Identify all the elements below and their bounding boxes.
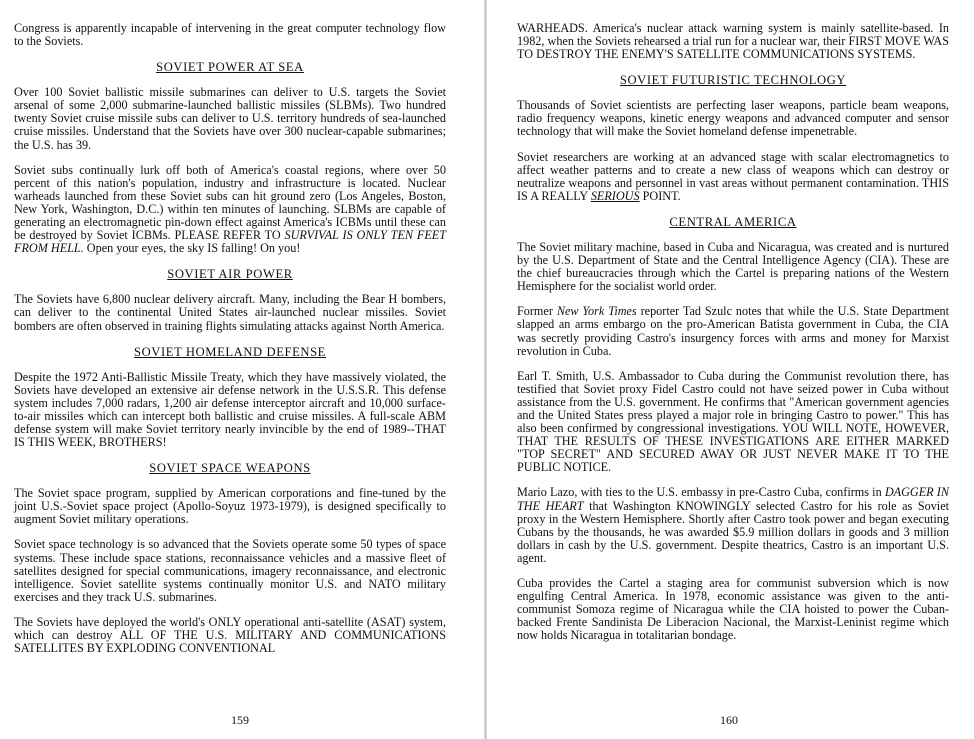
paragraph bbox=[14, 164, 446, 256]
paragraph: Thousands of Soviet scientists are perfecting laser weapons, particle beam weapons, radio frequency weapons, kinetic energy weapons and advanced computer and sensor technology that will make the Soviet homeland defense impenetrable. bbox=[517, 98, 949, 139]
paragraph bbox=[517, 486, 949, 565]
right-text-column bbox=[517, 22, 949, 654]
publication-title-italic: New York Times bbox=[556, 304, 637, 319]
section-heading-futuristic-technology: SOVIET FUTURISTIC TECHNOLOGY bbox=[619, 73, 847, 88]
book-title-italic: SURVIVAL IS ONLY TEN FEET FROM HELL. bbox=[14, 228, 446, 256]
text-run: that Washington KNOWINGLY selected Castro for his role as Soviet proxy in the Western Hemisphere. Shortly after Castro took power and began executing Cubans by the thousands, he was awarded $5.9 million dollars in goods and 3 million dollars in cash by the U.S. government. Despite theatrics, Castro is an important U.S. agent. bbox=[517, 498, 949, 565]
paragraph: Soviet space technology is so advanced that the Soviets operate some 50 types of space systems. These include space stations, reconnaissance vehicles and a massive fleet of satellites designed for special communications, imagery reconnaissance, and electronic intelligence. Soviet satellite systems continually monitor U.S. and NATO military exercises and they track U.S. submarines. bbox=[14, 537, 446, 604]
book-title-italic: DAGGER IN THE HEART bbox=[517, 485, 949, 513]
section-heading-air-power: SOVIET AIR POWER bbox=[167, 267, 293, 282]
text-run: reporter Tad Szulc notes that while the U.S. State Department slapped an arms embargo on the pro-American Batista government in Cuba, the CIA was secretly providing Castro's insurgency forces with arms and money for Marxist revolution in Cuba. bbox=[517, 304, 949, 358]
intro-paragraph: Congress is apparently incapable of intervening in the great computer technology flow to the Soviets. bbox=[14, 21, 446, 49]
right-page bbox=[487, 0, 974, 739]
section-heading-central-america: CENTRAL AMERICA bbox=[669, 214, 797, 229]
paragraph: Cuba provides the Cartel a staging area for communist subversion which is now engulfing Central America. In 1978, economic assistance was given to the anti-communist Somoza regime of Nicaragua while the CIA hoisted to power the Cuban-backed Frente Sandinista De Liberacion Nacional, the Marxist-Leninist regime which now holds Nicaragua in totalitarian bondage. bbox=[517, 576, 949, 643]
paragraph: The Soviet military machine, based in Cuba and Nicaragua, was created and is nurtured by the U.S. Department of State and the Central Intelligence Agency (CIA). These are the chief bureaucracies through which the Cartel is preparing nations of the Western Hemisphere for the socialist world order. bbox=[517, 239, 949, 294]
paragraph: Over 100 Soviet ballistic missile submarines can deliver to U.S. targets the Soviet arsenal of some 2,000 submarine-launched ballistic missiles (SLBMs). Two hundred twenty Soviet cruise missile subs can deliver to U.S. territory hundreds of sea-launched cruise missiles. Understand that the Soviets have over 300 nuclear-capable submarines; the U.S. has 39. bbox=[14, 85, 446, 152]
page-number-left: 159 bbox=[231, 713, 249, 727]
paragraph: The Soviet space program, supplied by American corporations and fine-tuned by the joint U.S.-Soviet space project (Apollo-Soyuz 1973-1979), is designed specifically to augment Soviet military operations. bbox=[14, 486, 446, 527]
left-text-column bbox=[14, 22, 446, 667]
text-run: Open your eyes, the sky IS falling! On you! bbox=[83, 241, 301, 256]
paragraph: The Soviets have 6,800 nuclear delivery aircraft. Many, including the Bear H bombers, can deliver to the continental United States air-launched nuclear missiles. Soviet bombers are often observed in training flights simulating attacks against North America. bbox=[14, 292, 446, 333]
text-run: Soviet researchers are working at an advanced stage with scalar electromagnetics to affect weather patterns and to create a new class of weapons which can destroy or neutralize weapons and personnel in vast areas without permanent contamination. THIS IS A REALLY bbox=[517, 149, 949, 203]
text-run: Soviet subs continually lurk off both of America's coastal regions, where over 50 percent of this nation's population, industry and infrastructure is located. Nuclear warheads launched from these Soviet subs can hit ground zero (Los Angeles, Boston, New York, Washington, D.C.) within ten minutes of launching. SLBMs are capable of generating an electromagnetic pin-down effect against America's ICBMs until these can be destroyed by Soviet ICBMs. PLEASE REFER TO bbox=[14, 162, 446, 243]
left-page bbox=[0, 0, 484, 739]
section-heading-homeland-defense: SOVIET HOMELAND DEFENSE bbox=[134, 344, 326, 359]
section-heading-space-weapons: SOVIET SPACE WEAPONS bbox=[149, 461, 311, 476]
emphasis-italic: SERIOUS bbox=[590, 188, 640, 203]
text-run: POINT. bbox=[639, 188, 681, 203]
page-number-right: 160 bbox=[720, 713, 738, 727]
text-run: Former bbox=[517, 304, 557, 319]
continued-paragraph: WARHEADS. America's nuclear attack warning system is mainly satellite-based. In 1982, when the Soviets rehearsed a trial run for a nuclear war, their FIRST MOVE WAS TO DESTROY THE ENEMY'S SATELLITE COMMUNICATIONS SYSTEMS. bbox=[517, 21, 949, 62]
paragraph: Earl T. Smith, U.S. Ambassador to Cuba during the Communist revolution there, has testified that Soviet proxy Fidel Castro could not have seized power in Cuba without assistance from the U.S. government. He confirms that "American government agencies and the United States press played a major role in bringing Castro to power." This has also been confirmed by congressional investigations. YOU WILL NOTE, HOWEVER, THAT THE RESULTS OF THESE INVESTIGATIONS ARE EITHER MARKED "TOP SECRET" AND SECURED AWAY OR JUST NEVER MAKE IT TO THE PUBLIC NOTICE. bbox=[517, 368, 949, 475]
paragraph: Despite the 1972 Anti-Ballistic Missile Treaty, which they have massively violated, the Soviets have developed an extensive air defense network in the U.S.S.R. This defense system includes 7,000 radars, 1,200 air defense interceptor aircraft and 10,000 surface-to-air missiles which can intercept both ballistic and cruise missiles. A full-scale ABM defense system will make Soviet territory nearly invincible by the end of 1989--THAT IS THIS WEEK, BROTHERS! bbox=[14, 369, 446, 450]
paragraph bbox=[517, 305, 949, 357]
section-heading-power-at-sea: SOVIET POWER AT SEA bbox=[156, 60, 304, 75]
paragraph: The Soviets have deployed the world's ONLY operational anti-satellite (ASAT) system, which can destroy ALL OF THE U.S. MILITARY AND COMMUNICATIONS SATELLITES BY EXPLODING CONVENTIONAL bbox=[14, 614, 446, 656]
paragraph bbox=[517, 151, 949, 203]
text-run: Mario Lazo, with ties to the U.S. embassy in pre-Castro Cuba, confirms in bbox=[517, 485, 885, 500]
